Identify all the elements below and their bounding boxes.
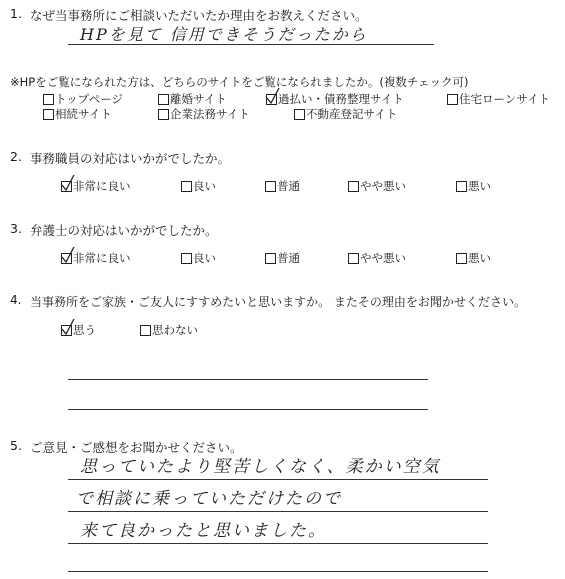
- checkbox[interactable]: [456, 181, 467, 192]
- q5-answer-line-2-text[interactable]: で相談に乗っていただけたので: [76, 489, 342, 509]
- option-label: 非常に良い: [73, 179, 131, 193]
- q2-number: 2.: [10, 149, 22, 164]
- q4-reason-line-2: [68, 409, 428, 410]
- site-option-label: 不動産登記サイト: [306, 107, 398, 121]
- q2-option-average[interactable]: [265, 178, 300, 194]
- option-label: 非常に良い: [73, 251, 131, 265]
- site-option-real-estate[interactable]: [294, 106, 397, 122]
- q3-option-very-good[interactable]: [61, 250, 131, 266]
- option-label: 普通: [277, 251, 300, 265]
- q4-text: 当事務所をご家族・ご友人にすすめたいと思いますか。 またその理由をお聞かせください。: [30, 295, 526, 309]
- q5-answer-line-2: [68, 511, 488, 512]
- site-option-label: 過払い・債務整理サイト: [278, 92, 404, 106]
- q4-option-no[interactable]: [140, 322, 198, 338]
- q2-text: 事務職員の対応はいかがでしたか。: [30, 151, 231, 166]
- q5-answer-line-3-text[interactable]: 来て良かったと思いました。: [80, 521, 327, 541]
- q5-answer-line-1: [68, 479, 488, 480]
- checkbox[interactable]: [265, 181, 276, 192]
- q4-number: 4.: [10, 293, 22, 307]
- checkbox[interactable]: [181, 181, 192, 192]
- option-label: 良い: [193, 251, 216, 265]
- site-option-label: トップページ: [55, 92, 123, 106]
- site-option-corporate[interactable]: [158, 106, 250, 122]
- checkbox[interactable]: [43, 109, 54, 120]
- check-mark-icon: [61, 174, 75, 192]
- checkbox[interactable]: [456, 253, 467, 264]
- option-label: 悪い: [468, 179, 491, 193]
- q3-option-average[interactable]: [265, 250, 300, 266]
- q1-number: 1.: [10, 6, 22, 21]
- site-option-label: 相続サイト: [55, 107, 112, 121]
- q2-option-bad[interactable]: [456, 178, 491, 194]
- q5-answer-line-4: [68, 571, 488, 572]
- check-mark-icon: [61, 318, 75, 336]
- checkbox[interactable]: [43, 94, 54, 105]
- q1-answer[interactable]: HPを見て 信用できそうだったから: [80, 25, 368, 44]
- checkbox-checked[interactable]: [61, 325, 72, 336]
- q5-text: ご意見・ご感想をお聞かせください。: [30, 440, 243, 455]
- check-mark-icon: [266, 87, 280, 105]
- q2-option-very-good[interactable]: [61, 178, 131, 194]
- check-mark-icon: [61, 246, 75, 264]
- q5-answer-line-1-text[interactable]: 思っていたより堅苦しくなく、柔かい空気: [80, 457, 441, 477]
- q4-option-yes[interactable]: [61, 322, 96, 338]
- option-label: 良い: [193, 179, 216, 193]
- option-label: 悪い: [468, 251, 491, 265]
- site-option-debt[interactable]: [266, 91, 404, 107]
- site-option-housing-loan[interactable]: [447, 91, 550, 107]
- checkbox-checked[interactable]: [61, 181, 72, 192]
- q3-text: 弁護士の対応はいかがでしたか。: [30, 223, 218, 238]
- checkbox[interactable]: [348, 181, 359, 192]
- option-label: 思う: [73, 323, 96, 337]
- checkbox[interactable]: [140, 325, 151, 336]
- option-label: やや悪い: [360, 179, 406, 193]
- option-label: 普通: [277, 179, 300, 193]
- q5-answer-line-3: [68, 543, 488, 544]
- checkbox[interactable]: [348, 253, 359, 264]
- checkbox[interactable]: [158, 94, 169, 105]
- q3-number: 3.: [10, 221, 22, 236]
- site-option-inheritance[interactable]: [43, 106, 112, 122]
- checkbox[interactable]: [158, 109, 169, 120]
- q1-answer-line: [68, 44, 434, 45]
- q2-option-somewhat-bad[interactable]: [348, 178, 406, 194]
- q1-text: なぜ当事務所にご相談いただいたか理由をお教えください。: [30, 8, 368, 23]
- site-option-divorce[interactable]: [158, 91, 227, 107]
- option-label: 思わない: [152, 323, 198, 337]
- q3-option-bad[interactable]: [456, 250, 491, 266]
- checkbox[interactable]: [265, 253, 276, 264]
- checkbox[interactable]: [294, 109, 305, 120]
- site-option-label: 企業法務サイト: [170, 107, 250, 121]
- checkbox-checked[interactable]: [266, 94, 277, 105]
- q4-reason-line-1: [68, 379, 428, 380]
- checkbox[interactable]: [447, 94, 458, 105]
- site-option-top[interactable]: [43, 91, 123, 107]
- q3-option-somewhat-bad[interactable]: [348, 250, 406, 266]
- option-label: やや悪い: [360, 251, 406, 265]
- checkbox-checked[interactable]: [61, 253, 72, 264]
- site-option-label: 住宅ローンサイト: [459, 92, 550, 106]
- q5-number: 5.: [10, 438, 22, 453]
- site-note-text: ※HPをご覧になられた方は、どちらのサイトをご覧になられましたか。(複数チェック可): [10, 75, 469, 89]
- q3-option-good[interactable]: [181, 250, 216, 266]
- checkbox[interactable]: [181, 253, 192, 264]
- q2-option-good[interactable]: [181, 178, 216, 194]
- site-option-label: 離婚サイト: [170, 92, 227, 106]
